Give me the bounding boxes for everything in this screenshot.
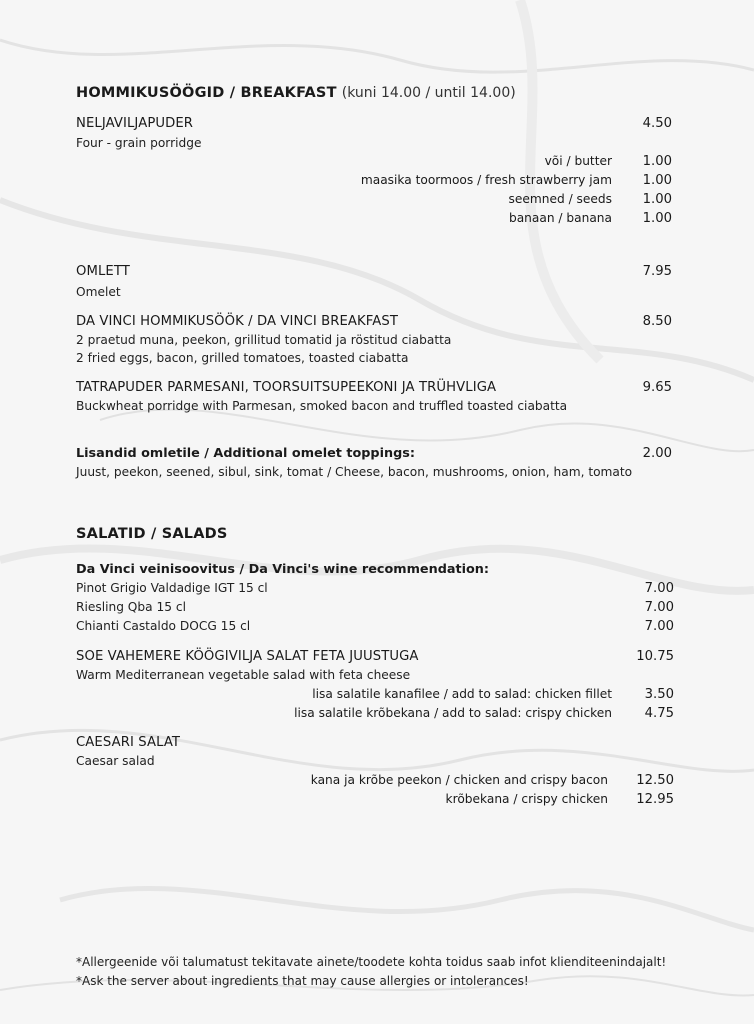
porridge-addon-price: 1.00 [642, 211, 672, 226]
caesar-option-price: 12.95 [636, 792, 674, 807]
omelet-toppings-desc: Juust, peekon, seened, sibul, sink, tomat / Cheese, bacon, mushrooms, onion, ham, tomato [76, 465, 633, 479]
davinci-breakfast-price: 8.50 [642, 314, 672, 329]
davinci-breakfast-desc-et: 2 praetud muna, peekon, grillitud tomatid ja röstitud ciabatta [76, 333, 452, 347]
wine-price: 7.00 [644, 600, 674, 615]
porridge-desc: Four - grain porridge [76, 136, 202, 150]
mediterranean-salad-name: SOE VAHEMERE KÖÖGIVILJA SALAT FETA JUUSTUGA [76, 649, 419, 664]
wine-item: Chianti Castaldo DOCG 15 cl [76, 619, 251, 633]
porridge-addon-price: 1.00 [642, 154, 672, 169]
salad-addon-price: 4.75 [644, 706, 674, 721]
caesar-option-label: kana ja krõbe peekon / chicken and crispy bacon [310, 773, 608, 787]
omelet-price: 7.95 [642, 264, 672, 279]
caesar-option-label: krõbekana / crispy chicken [445, 792, 608, 806]
salad-addon-label: lisa salatile krõbekana / add to salad: crispy chicken [294, 706, 612, 720]
wine-price: 7.00 [644, 619, 674, 634]
salads-title: SALATID / SALADS [76, 526, 228, 542]
omelet-desc: Omelet [76, 285, 121, 299]
allergy-note-et: *Allergeenide või talumatust tekitavate ainete/toodete kohta toidus saab infot klienditeenindajalt! [76, 955, 667, 969]
porridge-name: NELJAVILJAPUDER [76, 116, 194, 131]
allergy-note-en: *Ask the server about ingredients that may cause allergies or intolerances! [76, 974, 529, 988]
salad-addon-label: lisa salatile kanafilee / add to salad: chicken fillet [312, 687, 612, 701]
wine-price: 7.00 [644, 581, 674, 596]
mediterranean-salad-desc: Warm Mediterranean vegetable salad with feta cheese [76, 668, 411, 682]
porridge-price: 4.50 [642, 116, 672, 131]
davinci-breakfast-name: DA VINCI HOMMIKUSÖÖK / DA VINCI BREAKFAST [76, 314, 399, 329]
porridge-addon-price: 1.00 [642, 192, 672, 207]
breakfast-hours-note: (kuni 14.00 / until 14.00) [341, 85, 516, 101]
caesar-salad-desc: Caesar salad [76, 754, 155, 768]
caesar-salad-name: CAESARI SALAT [76, 735, 181, 750]
buckwheat-price: 9.65 [642, 380, 672, 395]
mediterranean-salad-price: 10.75 [636, 649, 674, 664]
porridge-addon-price: 1.00 [642, 173, 672, 188]
breakfast-title: HOMMIKUSÖÖGID / BREAKFAST [76, 85, 337, 101]
breakfast-section-header [76, 82, 516, 101]
wine-item: Riesling Qba 15 cl [76, 600, 186, 614]
porridge-addon-label: banaan / banana [508, 211, 612, 225]
omelet-toppings-heading: Lisandid omletile / Additional omelet toppings: [76, 446, 415, 461]
omelet-toppings-price: 2.00 [642, 446, 672, 461]
porridge-addon-label: seemned / seeds [508, 192, 612, 206]
davinci-breakfast-desc-en: 2 fried eggs, bacon, grilled tomatoes, toasted ciabatta [76, 351, 409, 365]
caesar-option-price: 12.50 [636, 773, 674, 788]
wine-recommendation-heading: Da Vinci veinisoovitus / Da Vinci's wine recommendation: [76, 562, 490, 577]
wine-item: Pinot Grigio Valdadige IGT 15 cl [76, 581, 268, 595]
porridge-addon-label: maasika toormoos / fresh strawberry jam [360, 173, 612, 187]
salad-addon-price: 3.50 [644, 687, 674, 702]
omelet-name: OMLETT [76, 264, 130, 279]
porridge-addon-label: või / butter [544, 154, 612, 168]
buckwheat-desc: Buckwheat porridge with Parmesan, smoked bacon and truffled toasted ciabatta [76, 399, 568, 413]
buckwheat-name: TATRAPUDER PARMESANI, TOORSUITSUPEEKONI JA TRÜHVLIGA [76, 380, 497, 395]
